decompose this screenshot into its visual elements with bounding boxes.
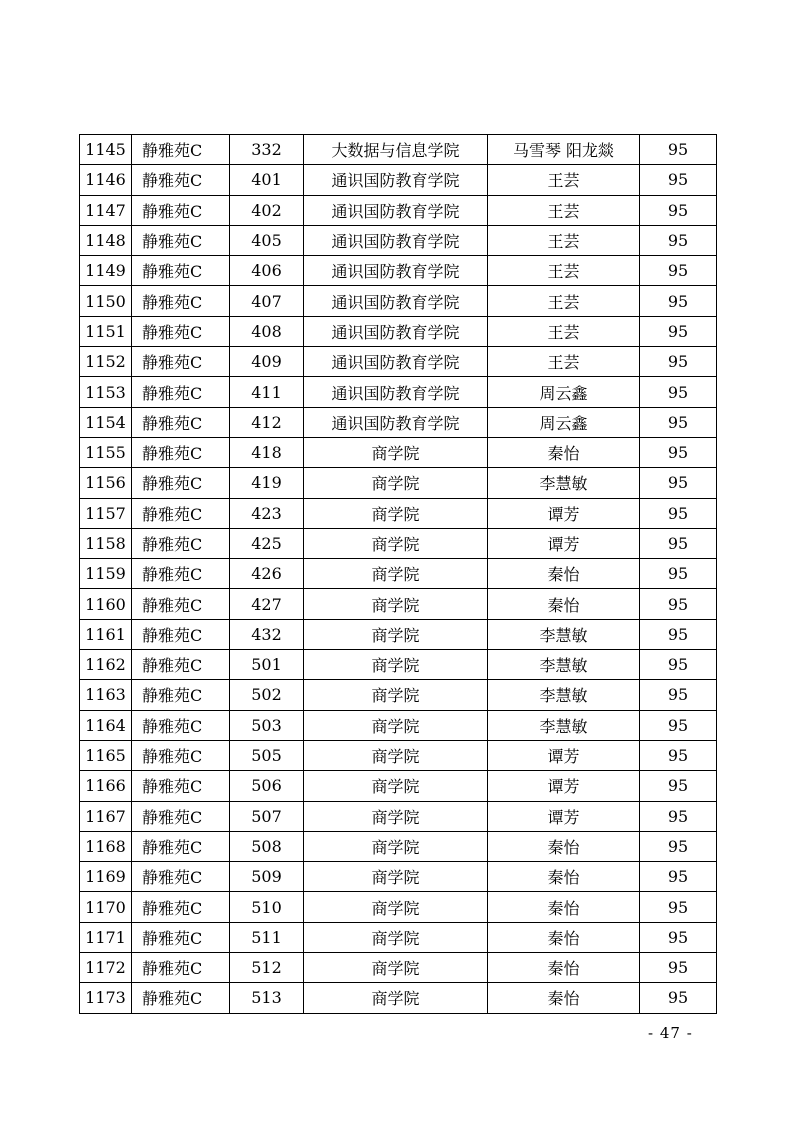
college-cell: 商学院 — [304, 437, 488, 467]
table-row — [80, 983, 717, 1013]
counselor-cell: 李慧敏 — [488, 619, 640, 649]
counselor-cell: 王芸 — [488, 195, 640, 225]
score-cell: 95 — [640, 650, 717, 680]
counselor-cell: 谭芳 — [488, 528, 640, 558]
college-cell: 商学院 — [304, 740, 488, 770]
room-cell: 510 — [230, 892, 304, 922]
college-cell: 通识国防教育学院 — [304, 256, 488, 286]
table-row — [80, 710, 717, 740]
counselor-cell: 王芸 — [488, 165, 640, 195]
counselor-cell: 李慧敏 — [488, 710, 640, 740]
counselor-cell: 周云鑫 — [488, 407, 640, 437]
row-number-cell: 1167 — [80, 801, 132, 831]
room-cell: 412 — [230, 407, 304, 437]
room-cell: 407 — [230, 286, 304, 316]
room-cell: 512 — [230, 953, 304, 983]
score-cell: 95 — [640, 347, 717, 377]
row-number-cell: 1148 — [80, 225, 132, 255]
row-number-cell: 1152 — [80, 347, 132, 377]
counselor-cell: 李慧敏 — [488, 680, 640, 710]
table-row — [80, 892, 717, 922]
table-row — [80, 437, 717, 467]
table-row — [80, 225, 717, 255]
college-cell: 商学院 — [304, 619, 488, 649]
room-cell: 401 — [230, 165, 304, 195]
score-cell: 95 — [640, 316, 717, 346]
score-cell: 95 — [640, 862, 717, 892]
counselor-cell: 李慧敏 — [488, 650, 640, 680]
college-cell: 商学院 — [304, 468, 488, 498]
row-number-cell: 1162 — [80, 650, 132, 680]
counselor-cell: 谭芳 — [488, 740, 640, 770]
table-row — [80, 771, 717, 801]
building-cell: 静雅苑C — [132, 286, 230, 316]
building-cell: 静雅苑C — [132, 498, 230, 528]
table-row — [80, 468, 717, 498]
score-cell: 95 — [640, 892, 717, 922]
row-number-cell: 1157 — [80, 498, 132, 528]
score-cell: 95 — [640, 801, 717, 831]
table-row — [80, 953, 717, 983]
row-number-cell: 1173 — [80, 983, 132, 1013]
counselor-cell: 李慧敏 — [488, 468, 640, 498]
row-number-cell: 1165 — [80, 740, 132, 770]
row-number-cell: 1149 — [80, 256, 132, 286]
table-row — [80, 316, 717, 346]
table-row — [80, 589, 717, 619]
score-cell: 95 — [640, 831, 717, 861]
building-cell: 静雅苑C — [132, 347, 230, 377]
row-number-cell: 1150 — [80, 286, 132, 316]
building-cell: 静雅苑C — [132, 589, 230, 619]
counselor-cell: 秦怡 — [488, 831, 640, 861]
score-cell: 95 — [640, 953, 717, 983]
college-cell: 通识国防教育学院 — [304, 225, 488, 255]
score-cell: 95 — [640, 377, 717, 407]
counselor-cell: 秦怡 — [488, 559, 640, 589]
counselor-cell: 谭芳 — [488, 771, 640, 801]
room-cell: 411 — [230, 377, 304, 407]
college-cell: 商学院 — [304, 922, 488, 952]
building-cell: 静雅苑C — [132, 619, 230, 649]
college-cell: 商学院 — [304, 892, 488, 922]
score-cell: 95 — [640, 256, 717, 286]
counselor-cell: 秦怡 — [488, 892, 640, 922]
room-cell: 508 — [230, 831, 304, 861]
row-number-cell: 1147 — [80, 195, 132, 225]
room-cell: 509 — [230, 862, 304, 892]
room-cell: 426 — [230, 559, 304, 589]
counselor-cell: 谭芳 — [488, 498, 640, 528]
table-row — [80, 831, 717, 861]
counselor-cell: 秦怡 — [488, 983, 640, 1013]
table-row — [80, 559, 717, 589]
college-cell: 商学院 — [304, 831, 488, 861]
college-cell: 商学院 — [304, 771, 488, 801]
room-cell: 408 — [230, 316, 304, 346]
counselor-cell: 王芸 — [488, 286, 640, 316]
row-number-cell: 1158 — [80, 528, 132, 558]
building-cell: 静雅苑C — [132, 528, 230, 558]
row-number-cell: 1154 — [80, 407, 132, 437]
room-cell: 505 — [230, 740, 304, 770]
table-body — [80, 135, 717, 1014]
table-row — [80, 165, 717, 195]
building-cell: 静雅苑C — [132, 862, 230, 892]
row-number-cell: 1164 — [80, 710, 132, 740]
room-cell: 432 — [230, 619, 304, 649]
score-cell: 95 — [640, 619, 717, 649]
row-number-cell: 1171 — [80, 922, 132, 952]
college-cell: 通识国防教育学院 — [304, 286, 488, 316]
table-row — [80, 195, 717, 225]
college-cell: 商学院 — [304, 862, 488, 892]
building-cell: 静雅苑C — [132, 559, 230, 589]
row-number-cell: 1172 — [80, 953, 132, 983]
row-number-cell: 1151 — [80, 316, 132, 346]
table-row — [80, 498, 717, 528]
room-cell: 425 — [230, 528, 304, 558]
building-cell: 静雅苑C — [132, 407, 230, 437]
college-cell: 大数据与信息学院 — [304, 135, 488, 165]
room-cell: 506 — [230, 771, 304, 801]
table-row — [80, 377, 717, 407]
score-cell: 95 — [640, 528, 717, 558]
row-number-cell: 1168 — [80, 831, 132, 861]
counselor-cell: 王芸 — [488, 347, 640, 377]
score-cell: 95 — [640, 983, 717, 1013]
college-cell: 通识国防教育学院 — [304, 377, 488, 407]
building-cell: 静雅苑C — [132, 316, 230, 346]
room-cell: 418 — [230, 437, 304, 467]
college-cell: 商学院 — [304, 559, 488, 589]
counselor-cell: 秦怡 — [488, 589, 640, 619]
room-cell: 427 — [230, 589, 304, 619]
row-number-cell: 1155 — [80, 437, 132, 467]
score-cell: 95 — [640, 468, 717, 498]
room-cell: 501 — [230, 650, 304, 680]
college-cell: 商学院 — [304, 953, 488, 983]
building-cell: 静雅苑C — [132, 801, 230, 831]
counselor-cell: 秦怡 — [488, 437, 640, 467]
counselor-cell: 马雪琴 阳龙燚 — [488, 135, 640, 165]
table-row — [80, 286, 717, 316]
score-cell: 95 — [640, 407, 717, 437]
room-cell: 503 — [230, 710, 304, 740]
counselor-cell: 王芸 — [488, 316, 640, 346]
score-cell: 95 — [640, 922, 717, 952]
score-cell: 95 — [640, 195, 717, 225]
building-cell: 静雅苑C — [132, 225, 230, 255]
score-cell: 95 — [640, 286, 717, 316]
college-cell: 商学院 — [304, 650, 488, 680]
table-row — [80, 922, 717, 952]
score-cell: 95 — [640, 680, 717, 710]
college-cell: 通识国防教育学院 — [304, 316, 488, 346]
building-cell: 静雅苑C — [132, 892, 230, 922]
room-cell: 332 — [230, 135, 304, 165]
score-table-container — [79, 134, 716, 1014]
table-row — [80, 740, 717, 770]
building-cell: 静雅苑C — [132, 195, 230, 225]
building-cell: 静雅苑C — [132, 165, 230, 195]
room-cell: 513 — [230, 983, 304, 1013]
score-cell: 95 — [640, 771, 717, 801]
room-cell: 402 — [230, 195, 304, 225]
table-row — [80, 256, 717, 286]
building-cell: 静雅苑C — [132, 983, 230, 1013]
room-cell: 409 — [230, 347, 304, 377]
table-row — [80, 680, 717, 710]
table-row — [80, 862, 717, 892]
table-row — [80, 528, 717, 558]
room-cell: 419 — [230, 468, 304, 498]
building-cell: 静雅苑C — [132, 922, 230, 952]
room-cell: 507 — [230, 801, 304, 831]
building-cell: 静雅苑C — [132, 831, 230, 861]
building-cell: 静雅苑C — [132, 680, 230, 710]
room-cell: 502 — [230, 680, 304, 710]
row-number-cell: 1170 — [80, 892, 132, 922]
counselor-cell: 王芸 — [488, 256, 640, 286]
row-number-cell: 1169 — [80, 862, 132, 892]
row-number-cell: 1156 — [80, 468, 132, 498]
college-cell: 商学院 — [304, 528, 488, 558]
college-cell: 商学院 — [304, 589, 488, 619]
table-row — [80, 407, 717, 437]
room-cell: 405 — [230, 225, 304, 255]
score-cell: 95 — [640, 135, 717, 165]
score-cell: 95 — [640, 225, 717, 255]
building-cell: 静雅苑C — [132, 650, 230, 680]
row-number-cell: 1160 — [80, 589, 132, 619]
score-cell: 95 — [640, 165, 717, 195]
dormitory-score-table — [79, 134, 717, 1014]
building-cell: 静雅苑C — [132, 953, 230, 983]
score-cell: 95 — [640, 498, 717, 528]
table-row — [80, 801, 717, 831]
row-number-cell: 1145 — [80, 135, 132, 165]
college-cell: 通识国防教育学院 — [304, 347, 488, 377]
building-cell: 静雅苑C — [132, 135, 230, 165]
counselor-cell: 王芸 — [488, 225, 640, 255]
score-cell: 95 — [640, 559, 717, 589]
counselor-cell: 秦怡 — [488, 922, 640, 952]
page-number: - 47 - — [648, 1024, 693, 1042]
table-row — [80, 650, 717, 680]
room-cell: 511 — [230, 922, 304, 952]
building-cell: 静雅苑C — [132, 771, 230, 801]
counselor-cell: 秦怡 — [488, 953, 640, 983]
building-cell: 静雅苑C — [132, 740, 230, 770]
room-cell: 423 — [230, 498, 304, 528]
table-row — [80, 135, 717, 165]
score-cell: 95 — [640, 437, 717, 467]
college-cell: 通识国防教育学院 — [304, 407, 488, 437]
college-cell: 商学院 — [304, 710, 488, 740]
score-cell: 95 — [640, 710, 717, 740]
college-cell: 通识国防教育学院 — [304, 195, 488, 225]
building-cell: 静雅苑C — [132, 437, 230, 467]
counselor-cell: 周云鑫 — [488, 377, 640, 407]
college-cell: 商学院 — [304, 801, 488, 831]
score-cell: 95 — [640, 740, 717, 770]
counselor-cell: 秦怡 — [488, 862, 640, 892]
row-number-cell: 1153 — [80, 377, 132, 407]
row-number-cell: 1166 — [80, 771, 132, 801]
college-cell: 商学院 — [304, 680, 488, 710]
row-number-cell: 1161 — [80, 619, 132, 649]
row-number-cell: 1146 — [80, 165, 132, 195]
row-number-cell: 1159 — [80, 559, 132, 589]
table-row — [80, 347, 717, 377]
row-number-cell: 1163 — [80, 680, 132, 710]
building-cell: 静雅苑C — [132, 256, 230, 286]
college-cell: 通识国防教育学院 — [304, 165, 488, 195]
room-cell: 406 — [230, 256, 304, 286]
building-cell: 静雅苑C — [132, 710, 230, 740]
building-cell: 静雅苑C — [132, 377, 230, 407]
college-cell: 商学院 — [304, 983, 488, 1013]
counselor-cell: 谭芳 — [488, 801, 640, 831]
table-row — [80, 619, 717, 649]
college-cell: 商学院 — [304, 498, 488, 528]
building-cell: 静雅苑C — [132, 468, 230, 498]
score-cell: 95 — [640, 589, 717, 619]
